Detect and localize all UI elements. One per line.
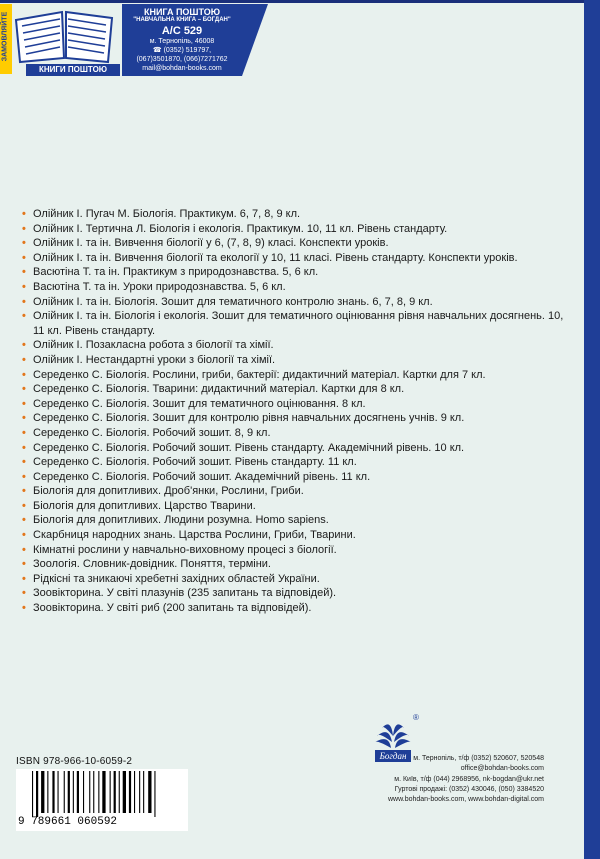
contact-line: Гуртові продажі: (0352) 430046, (050) 3384520 [394, 785, 544, 793]
barcode-bars [22, 771, 182, 817]
list-item-text: Олійник І. Нестандартні уроки з біології та хімії. [33, 353, 276, 366]
barcode-bar [52, 771, 54, 813]
bullet-icon: • [22, 222, 26, 235]
list-item-text: Олійник І. та ін. Біологія. Зошит для тематичного контролю знань. 6, 7, 8, 9 кл. [33, 295, 433, 308]
list-item-text: Біологія для допитливих. Людини розумна. Homo sapiens. [33, 514, 329, 527]
list-item [22, 309, 577, 338]
bullet-icon: • [22, 456, 26, 469]
barcode-bar [102, 771, 105, 813]
bullet-icon: • [22, 485, 26, 498]
bullet-icon: • [22, 280, 26, 293]
info-box-number: А/С 529 [161, 25, 203, 37]
bullet-icon: • [22, 353, 26, 366]
barcode-bar [64, 771, 65, 813]
barcode-bar [129, 771, 131, 813]
barcode-digits: 9 789661 060592 [18, 816, 118, 828]
info-title: КНИГА ПОШТОЮ [143, 7, 221, 17]
barcode-bar [148, 771, 151, 813]
barcode [16, 769, 188, 831]
publisher-contacts [284, 754, 544, 805]
barcode-bar [134, 771, 135, 813]
list-item [22, 222, 577, 237]
bullet-icon: • [22, 208, 26, 220]
list-item [22, 265, 577, 280]
list-item-text: Середенко С. Біологія. Робочий зошит. Академічний рівень. 11 кл. [33, 470, 371, 483]
list-item-text: Середенко С. Біологія. Робочий зошит. Рівень стандарту. Академічний рівень. 10 кл. [33, 441, 465, 454]
list-item [22, 513, 577, 528]
info-publisher: "НАВЧАЛЬНА КНИГА – БОГДАН" [133, 17, 231, 23]
bullet-icon: • [22, 572, 26, 585]
list-item [22, 295, 577, 310]
list-item [22, 236, 577, 251]
barcode-bar [36, 771, 38, 817]
list-item [22, 411, 577, 426]
bullet-icon: • [22, 470, 26, 483]
list-item [22, 543, 577, 558]
bullet-icon: • [22, 368, 26, 381]
bullet-icon: • [22, 499, 26, 512]
barcode-bar [123, 771, 126, 813]
list-item-text: Середенко С. Біологія. Зошит для контролю рівня навчальних досягнень учнів. 9 кл. [33, 412, 465, 425]
side-tag-text: ЗАМОВЛЯЙТЕ [1, 11, 9, 62]
list-item [22, 368, 577, 383]
list-item-text: Скарбниця народних знань. Царства Рослини, Гриби, Тварини. [33, 529, 356, 542]
list-item-text: Кімнатні рослини у навчально-виховному процесі з біології. [33, 543, 337, 556]
header-slant-decoration [242, 4, 268, 76]
bullet-icon: • [22, 266, 26, 279]
bullet-icon: • [22, 543, 26, 556]
barcode-bar [98, 771, 99, 813]
list-item [22, 338, 577, 353]
bullet-icon: • [22, 237, 26, 250]
bullet-icon: • [22, 251, 26, 264]
list-item-text: Зоологія. Словник-довідник. Поняття, терміни. [33, 558, 271, 571]
list-item [22, 499, 577, 514]
list-item-text: Біологія для допитливих. Дроб'янки, Рослини, Гриби. [33, 485, 304, 498]
logo-caption: КНИГИ ПОШТОЮ [26, 64, 120, 76]
list-item-text: Середенко С. Біологія. Зошит для тематичного оцінювання. 8 кл. [33, 397, 366, 410]
list-item [22, 353, 577, 368]
bullet-icon: • [22, 587, 26, 600]
list-item-text: Зоовікторина. У світі риб (200 запитань та відповідей). [33, 602, 312, 615]
list-item [22, 528, 577, 543]
list-item-text: Середенко С. Біологія. Робочий зошит. 8, 9 кл. [33, 426, 271, 439]
list-item [22, 441, 577, 456]
spine-edge [584, 0, 600, 859]
barcode-bar [41, 771, 44, 813]
info-email: mail@bohdan-books.com [142, 65, 222, 72]
bullet-icon: • [22, 397, 26, 410]
bullet-icon: • [22, 514, 26, 527]
barcode-bar [89, 771, 90, 813]
bullet-icon: • [22, 310, 26, 323]
list-item-text: Олійник І. та ін. Вивчення біології у 6, (7, 8, 9) класі. Конспекти уроків. [33, 237, 389, 250]
list-item [22, 572, 577, 587]
contact-line: office@bohdan-books.com [460, 765, 544, 773]
barcode-bar [143, 771, 144, 813]
list-item [22, 470, 577, 485]
bullet-icon: • [22, 602, 26, 615]
contact-line: м. Київ, т/ф (044) 2968956, nk-bogdan@ukr.net [394, 775, 544, 783]
open-book-icon [12, 6, 116, 64]
top-rule [0, 0, 600, 3]
list-item-text: Середенко С. Біологія. Рослини, гриби, бактерії: дидактичний матеріал. Картки для 7 кл. [33, 368, 486, 381]
bullet-icon: • [22, 558, 26, 571]
barcode-bar [68, 771, 70, 813]
mail-order-info-box [122, 4, 242, 76]
barcode-bar [110, 771, 111, 813]
barcode-bar [114, 771, 116, 813]
barcode-bar [139, 771, 140, 813]
barcode-bar [119, 771, 120, 813]
info-mobiles: (067)3501870, (066)7271762 [136, 56, 228, 63]
bullet-icon: • [22, 339, 26, 352]
barcode-bar [73, 771, 74, 813]
list-item-text: Середенко С. Біологія. Тварини: дидактичний матеріал. Картки для 8 кл. [33, 383, 405, 396]
list-item-text: Олійник І. Пугач М. Біологія. Практикум. 6, 7, 8, 9 кл. [33, 208, 301, 220]
bullet-icon: • [22, 529, 26, 542]
info-phone: ☎ (0352) 519797, [152, 47, 212, 54]
bullet-icon: • [22, 295, 26, 308]
list-item [22, 382, 577, 397]
list-item [22, 484, 577, 499]
list-item [22, 207, 577, 222]
list-item-text: Середенко С. Біологія. Робочий зошит. Рівень стандарту. 11 кл. [33, 456, 357, 469]
list-item-text: Олійник І. Тертична Л. Біологія і екологія. Практикум. 10, 11 кл. Рівень стандарту. [33, 222, 448, 235]
list-item [22, 601, 577, 616]
isbn-label: ISBN 978-966-10-6059-2 [16, 756, 133, 767]
list-item [22, 426, 577, 441]
list-item-text: Зоовікторина. У світі плазунів (235 запитань та відповідей). [33, 587, 337, 600]
bullet-icon: • [22, 441, 26, 454]
list-item-text: Олійник І. та ін. Вивчення біології та екології у 10, 11 класі. Рівень стандарту. Конспекти уроків. [33, 251, 518, 264]
contact-line: www.bohdan-books.com, www.bohdan-digital.com [387, 796, 544, 804]
barcode-bar [154, 771, 155, 817]
list-item-text: Олійник І. Позакласна робота з біології та хімії. [33, 339, 274, 352]
list-item-text: Олійник І. та ін. Біологія і екологія. Зошит для тематичного оцінювання рівня навчальних досягнень. 10, 11 кл. Рівень стандарту. [33, 310, 564, 337]
barcode-bar [32, 771, 33, 817]
list-item [22, 251, 577, 266]
bullet-icon: • [22, 383, 26, 396]
barcode-bar [77, 771, 79, 813]
contact-line: м. Тернопіль, т/ф (0352) 520607, 520548 [413, 755, 544, 762]
list-item-text: Васютіна Т. та ін. Практикум з природознавства. 5, 6 кл. [33, 266, 319, 279]
list-item [22, 557, 577, 572]
list-item-text: Біологія для допитливих. Царство Тварини. [33, 499, 256, 512]
registered-mark: ® [413, 713, 419, 722]
barcode-bar [93, 771, 94, 813]
barcode-bar [58, 771, 59, 813]
list-item [22, 455, 577, 470]
side-tag [0, 4, 12, 74]
info-city: м. Тернопіль, 46008 [149, 38, 215, 45]
bullet-icon: • [22, 426, 26, 439]
list-item-text: Васютіна Т. та ін. Уроки природознавства. 5, 6 кл. [33, 280, 286, 293]
barcode-bar [83, 771, 84, 813]
list-item [22, 586, 577, 601]
publisher-logo-name: Богдан [379, 751, 407, 761]
barcode-bar [47, 771, 48, 813]
bullet-icon: • [22, 412, 26, 425]
list-item [22, 280, 577, 295]
book-titles-list [22, 207, 577, 616]
list-item-text: Рідкісні та зникаючі хребетні західних областей України. [33, 572, 320, 585]
list-item [22, 397, 577, 412]
